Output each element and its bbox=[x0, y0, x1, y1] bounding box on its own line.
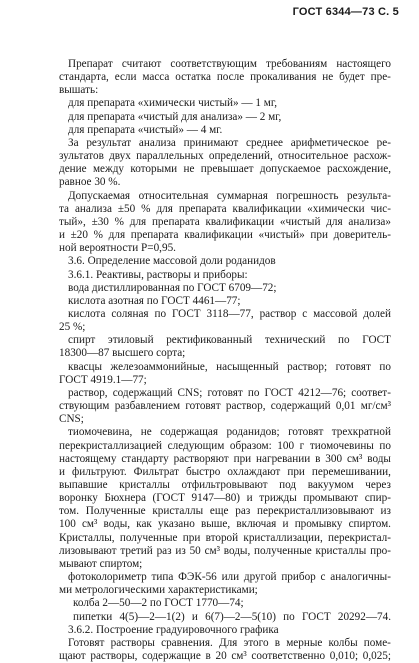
word: для bbox=[326, 215, 343, 228]
word: быстро bbox=[185, 465, 221, 478]
word: раз bbox=[235, 505, 251, 518]
text-line bbox=[59, 466, 391, 479]
word: кислота bbox=[68, 307, 106, 320]
word: готовят bbox=[207, 386, 243, 399]
paragraph bbox=[59, 308, 391, 334]
text-line: ной вероятности P=0,95. bbox=[59, 242, 176, 255]
word: готовят bbox=[335, 360, 371, 373]
word: этиловый bbox=[107, 334, 154, 347]
word: препарата bbox=[130, 229, 179, 242]
word: (ГОСТ bbox=[152, 492, 185, 505]
word: 50 bbox=[189, 544, 201, 557]
word: среднее bbox=[246, 136, 284, 149]
word: требованиям bbox=[266, 58, 328, 70]
word: содержащий bbox=[112, 386, 173, 399]
word: растворяют bbox=[173, 452, 229, 465]
word: тиомочевины bbox=[309, 439, 374, 452]
text-line: ми метрологическими характеристиками; bbox=[59, 584, 258, 597]
word: будет bbox=[339, 71, 365, 84]
text-line: для препарата «чистый» — 4 мг. bbox=[68, 123, 223, 136]
word: анализа bbox=[74, 202, 112, 215]
text-line: 3.6. Определение массовой доли роданидов bbox=[68, 255, 276, 268]
word: Для bbox=[218, 636, 238, 649]
word: кристаллы bbox=[119, 479, 170, 491]
word: настоящего bbox=[336, 58, 391, 70]
word: «химически bbox=[307, 202, 365, 215]
word: и bbox=[246, 492, 253, 505]
word: соляная bbox=[111, 307, 149, 320]
word: масса bbox=[142, 71, 170, 84]
word: и bbox=[191, 610, 198, 623]
word: параллельных bbox=[136, 150, 204, 163]
word: по bbox=[247, 386, 260, 399]
word: образом: bbox=[229, 439, 272, 452]
word: та bbox=[59, 202, 69, 215]
word: квасцы bbox=[68, 360, 103, 373]
word: Полученные bbox=[85, 505, 146, 518]
word: не bbox=[140, 426, 152, 439]
word: 100 bbox=[277, 439, 295, 452]
word: За bbox=[68, 136, 79, 149]
word: растворы, bbox=[90, 650, 138, 663]
word: 20292—74. bbox=[337, 610, 391, 623]
word: вакуумом bbox=[307, 479, 354, 491]
text-line: для препарата «чистый для анализа» — 2 мг, bbox=[68, 110, 282, 123]
word: тиомочевина, bbox=[68, 426, 133, 439]
text-line bbox=[59, 308, 391, 321]
word: допускаемое bbox=[259, 163, 321, 176]
paragraph bbox=[59, 611, 391, 624]
paragraph bbox=[59, 269, 391, 282]
word: с bbox=[302, 307, 308, 320]
text-line bbox=[59, 532, 391, 545]
word: результат bbox=[86, 136, 132, 149]
paragraph bbox=[59, 58, 391, 97]
word: раствор; bbox=[287, 360, 328, 373]
paragraph bbox=[59, 361, 391, 387]
word: колбы bbox=[328, 636, 358, 649]
word: через bbox=[365, 479, 391, 491]
word: лизовывают bbox=[59, 544, 117, 557]
text-line: 3.6.2. Построение градуировочного графика bbox=[68, 623, 279, 636]
word: г bbox=[299, 439, 305, 452]
word: под bbox=[279, 479, 297, 491]
word: про- bbox=[370, 544, 391, 557]
text-line: 3.6.1. Реактивы, растворы и приборы: bbox=[68, 268, 248, 281]
word: железоаммонийные, bbox=[110, 360, 208, 373]
paragraph bbox=[59, 571, 391, 597]
text-line: ГОСТ 4919.1—77; bbox=[59, 373, 147, 386]
word: для bbox=[108, 229, 126, 242]
word: по bbox=[379, 439, 391, 452]
word: фильтруют. bbox=[72, 465, 127, 478]
word: из bbox=[380, 505, 391, 518]
word: если bbox=[114, 71, 137, 84]
word: принимают bbox=[183, 136, 239, 149]
word: по bbox=[283, 610, 295, 623]
word: 0,010; bbox=[329, 650, 359, 663]
word: в bbox=[205, 650, 211, 663]
word: кристаллы bbox=[152, 505, 204, 518]
word: при bbox=[182, 531, 201, 544]
text-line bbox=[59, 229, 391, 242]
word: препарата bbox=[151, 215, 200, 228]
word: разбавлением bbox=[114, 400, 181, 413]
word: насыщенный bbox=[216, 360, 279, 373]
text-line bbox=[59, 545, 391, 558]
text-line bbox=[59, 492, 391, 505]
word: кристаллы bbox=[315, 544, 367, 557]
word: следующим bbox=[167, 439, 225, 452]
text-line bbox=[59, 361, 391, 374]
word: воды, bbox=[103, 518, 131, 531]
word: третий bbox=[120, 544, 153, 557]
word: перемешивании, bbox=[311, 465, 391, 478]
word: настоящему bbox=[59, 452, 117, 465]
word: ректификованный bbox=[166, 334, 253, 347]
word: массовой bbox=[313, 307, 358, 320]
word: содержащие bbox=[142, 650, 201, 663]
word: при bbox=[233, 452, 252, 465]
word: относительное bbox=[278, 150, 349, 163]
word: 9147—80) bbox=[191, 492, 241, 505]
word: раствор, bbox=[225, 400, 266, 413]
word: содержащая bbox=[160, 426, 219, 439]
text-line: колба 2—50—2 по ГОСТ 1770—74; bbox=[73, 597, 244, 610]
word: готовят bbox=[288, 426, 324, 439]
word: 4(5)—2—1(2) bbox=[119, 610, 185, 623]
text-line: мывают спиртом; bbox=[59, 557, 143, 570]
word: спир- bbox=[364, 492, 391, 505]
text-line: кислота азотная по ГОСТ 4461—77; bbox=[68, 294, 241, 307]
paragraph bbox=[59, 387, 391, 426]
word: прибор bbox=[281, 571, 316, 584]
text-line bbox=[59, 650, 391, 663]
word: с bbox=[320, 571, 326, 584]
word: по bbox=[338, 334, 350, 347]
word: этого bbox=[243, 636, 269, 649]
text-line bbox=[59, 611, 391, 624]
word: трехкратной bbox=[331, 426, 391, 439]
word: «чистый» bbox=[258, 229, 305, 242]
word: стандарта, bbox=[59, 71, 109, 84]
word: см³ bbox=[346, 452, 363, 465]
word: спиртом. bbox=[348, 518, 391, 531]
word: доверитель- bbox=[333, 229, 391, 242]
word: считают bbox=[121, 58, 162, 70]
word: ствующим bbox=[59, 400, 110, 413]
word: по bbox=[154, 307, 167, 320]
word: % bbox=[141, 202, 151, 215]
word: пре- bbox=[370, 71, 391, 84]
word: % bbox=[114, 215, 124, 228]
text-line: вышать: bbox=[59, 84, 99, 97]
text-line bbox=[59, 571, 391, 584]
word: аналогичны- bbox=[330, 571, 391, 584]
word: по bbox=[379, 360, 391, 373]
word: относительная bbox=[138, 189, 209, 202]
word: мг/см³ bbox=[360, 400, 391, 413]
word: Готовят bbox=[68, 636, 105, 649]
word: соответ- bbox=[351, 386, 391, 399]
document-body bbox=[59, 58, 391, 663]
word: долей bbox=[363, 307, 391, 320]
word: кристаллизации, bbox=[243, 531, 323, 544]
text-line bbox=[59, 334, 391, 347]
word: в bbox=[315, 452, 321, 465]
word: ГОСТ bbox=[301, 610, 331, 623]
word: % bbox=[93, 229, 103, 242]
text-line: 18300—87 высшего сорта; bbox=[59, 347, 186, 360]
text-line bbox=[59, 518, 391, 531]
word: и bbox=[59, 229, 65, 242]
word: не bbox=[322, 71, 334, 84]
word: для bbox=[129, 215, 147, 228]
text-line bbox=[59, 426, 391, 439]
word: поме- bbox=[363, 636, 391, 649]
word: прокаливания bbox=[250, 71, 317, 84]
word: раствор bbox=[259, 307, 297, 320]
word: погрешность bbox=[276, 189, 339, 202]
word: трижды bbox=[259, 492, 297, 505]
word: см³ bbox=[231, 650, 247, 663]
text-line bbox=[59, 387, 391, 400]
word: Кристаллы, bbox=[59, 531, 115, 544]
word: типа bbox=[151, 571, 174, 584]
paragraph bbox=[59, 637, 391, 663]
word: раствор, bbox=[68, 386, 108, 399]
word: анализа bbox=[138, 136, 176, 149]
text-line bbox=[59, 163, 391, 176]
word: промывку bbox=[294, 518, 343, 531]
paragraph bbox=[59, 295, 391, 308]
word: воронку bbox=[59, 492, 98, 505]
word: чис- bbox=[370, 202, 391, 215]
word: ±50 bbox=[117, 202, 136, 215]
word: воды, bbox=[223, 544, 251, 557]
word: 20 bbox=[215, 650, 227, 663]
word: суммарная bbox=[216, 189, 268, 202]
word: 3118—77, bbox=[206, 307, 254, 320]
word: см³ bbox=[204, 544, 220, 557]
word: двух bbox=[109, 150, 131, 163]
word: перекристаллизацией bbox=[59, 439, 163, 452]
word: соответственно bbox=[251, 650, 326, 663]
word: содержащий bbox=[270, 400, 331, 413]
text-line bbox=[59, 58, 391, 71]
word: Бюхнера bbox=[104, 492, 146, 505]
word: 300 bbox=[325, 452, 343, 465]
word: готовят bbox=[185, 400, 221, 413]
word: перекристаллизовывают bbox=[257, 505, 374, 518]
word: зультатов bbox=[59, 150, 104, 163]
word: указано bbox=[158, 518, 195, 531]
word: стандарту bbox=[121, 452, 169, 465]
word: при bbox=[287, 465, 305, 478]
word: фотоколориметр bbox=[68, 571, 147, 584]
text-line bbox=[59, 505, 391, 518]
word: расхождение, bbox=[327, 163, 391, 176]
word: Допускаемая bbox=[68, 189, 131, 202]
text-line bbox=[59, 400, 391, 413]
word: 4212—76; bbox=[298, 386, 347, 399]
word: полученные bbox=[119, 531, 178, 544]
word: тый», bbox=[59, 215, 86, 228]
word: 100 bbox=[59, 518, 76, 531]
word: 0,01 bbox=[335, 400, 356, 413]
word: включая bbox=[236, 518, 277, 531]
word: щают bbox=[59, 650, 86, 663]
paragraph bbox=[59, 624, 391, 637]
text-line bbox=[59, 137, 391, 150]
word: которыми bbox=[130, 163, 178, 176]
text-line bbox=[59, 216, 391, 229]
word: и bbox=[59, 465, 65, 478]
word: расхож- bbox=[353, 150, 391, 163]
word: «чистый bbox=[279, 215, 321, 228]
word: растворы bbox=[110, 636, 155, 649]
paragraph bbox=[59, 137, 391, 190]
word: квалификации bbox=[184, 229, 253, 242]
text-line bbox=[59, 637, 391, 650]
word: другой bbox=[243, 571, 277, 584]
word: определений, bbox=[208, 150, 273, 163]
word: не bbox=[183, 163, 195, 176]
text-line bbox=[59, 71, 391, 84]
paragraph bbox=[59, 597, 391, 610]
word: ре- bbox=[376, 136, 391, 149]
text-line bbox=[59, 453, 391, 466]
word: см³ bbox=[81, 518, 98, 531]
word: мерные bbox=[286, 636, 323, 649]
word: пипетки bbox=[73, 610, 113, 623]
paragraph bbox=[59, 334, 391, 360]
paragraph bbox=[59, 190, 391, 256]
word: выпавшие bbox=[59, 479, 108, 491]
word: ГОСТ bbox=[264, 386, 294, 399]
word: выше, bbox=[201, 518, 231, 531]
word: роданидов; bbox=[226, 426, 280, 439]
word: технический bbox=[264, 334, 326, 347]
word: Фильтрат bbox=[133, 465, 179, 478]
word: 0,025; bbox=[362, 650, 391, 663]
word: квалификации bbox=[205, 215, 275, 228]
word: как bbox=[136, 518, 152, 531]
text-line: CNS; bbox=[59, 413, 84, 426]
word: для bbox=[156, 202, 173, 215]
word: ±20 bbox=[70, 229, 88, 242]
word: Препарат bbox=[68, 58, 113, 70]
word: воды bbox=[367, 452, 391, 465]
word: при bbox=[310, 229, 328, 242]
word: еще bbox=[209, 505, 229, 518]
word: нагревании bbox=[256, 452, 311, 465]
word: отфильтровывают bbox=[181, 479, 268, 491]
word: превышает bbox=[200, 163, 254, 176]
paragraph bbox=[59, 282, 391, 295]
text-line bbox=[59, 479, 391, 492]
word: раз bbox=[156, 544, 172, 557]
word: ГОСТ bbox=[362, 334, 391, 347]
word: квалификации bbox=[232, 202, 302, 215]
word: 6(7)—2—5(10) bbox=[205, 610, 276, 623]
word: промывают bbox=[303, 492, 359, 505]
text-line: равное 30 %. bbox=[59, 176, 121, 189]
word: в bbox=[274, 636, 281, 649]
word: дение bbox=[59, 163, 87, 176]
word: CNS; bbox=[177, 386, 203, 399]
text-line bbox=[59, 150, 391, 163]
word: анализа» bbox=[348, 215, 391, 228]
word: или bbox=[221, 571, 240, 584]
word: соответствующим bbox=[170, 58, 257, 70]
word: арифметическое bbox=[290, 136, 369, 149]
text-line bbox=[59, 190, 391, 203]
word: и bbox=[282, 518, 289, 531]
text-line bbox=[59, 203, 391, 216]
text-line: 25 %; bbox=[59, 321, 86, 334]
text-line: вода дистиллированная по ГОСТ 6709—72; bbox=[68, 281, 277, 294]
word: после bbox=[216, 71, 245, 84]
word: сравнения. bbox=[161, 636, 213, 649]
word: из bbox=[175, 544, 186, 557]
text-line: для препарата «химически чистый» — 1 мг, bbox=[68, 97, 278, 110]
paragraph bbox=[59, 255, 391, 268]
paragraph bbox=[59, 97, 391, 136]
word: охлаждают bbox=[227, 465, 281, 478]
word: полученные bbox=[254, 544, 312, 557]
word: перекристал- bbox=[328, 531, 391, 544]
word: между bbox=[92, 163, 124, 176]
word: спирт bbox=[68, 334, 96, 347]
word: второй bbox=[205, 531, 239, 544]
paragraph bbox=[59, 426, 391, 571]
word: ГОСТ bbox=[171, 307, 201, 320]
word: ФЭК-56 bbox=[178, 571, 217, 584]
word: результа- bbox=[347, 189, 391, 202]
word: том. bbox=[59, 505, 79, 518]
text-line bbox=[59, 440, 391, 453]
word: препарата bbox=[178, 202, 227, 215]
word: ±30 bbox=[91, 215, 109, 228]
page-header: ГОСТ 6344—73 С. 5 bbox=[292, 6, 399, 18]
word: остатка bbox=[175, 71, 211, 84]
